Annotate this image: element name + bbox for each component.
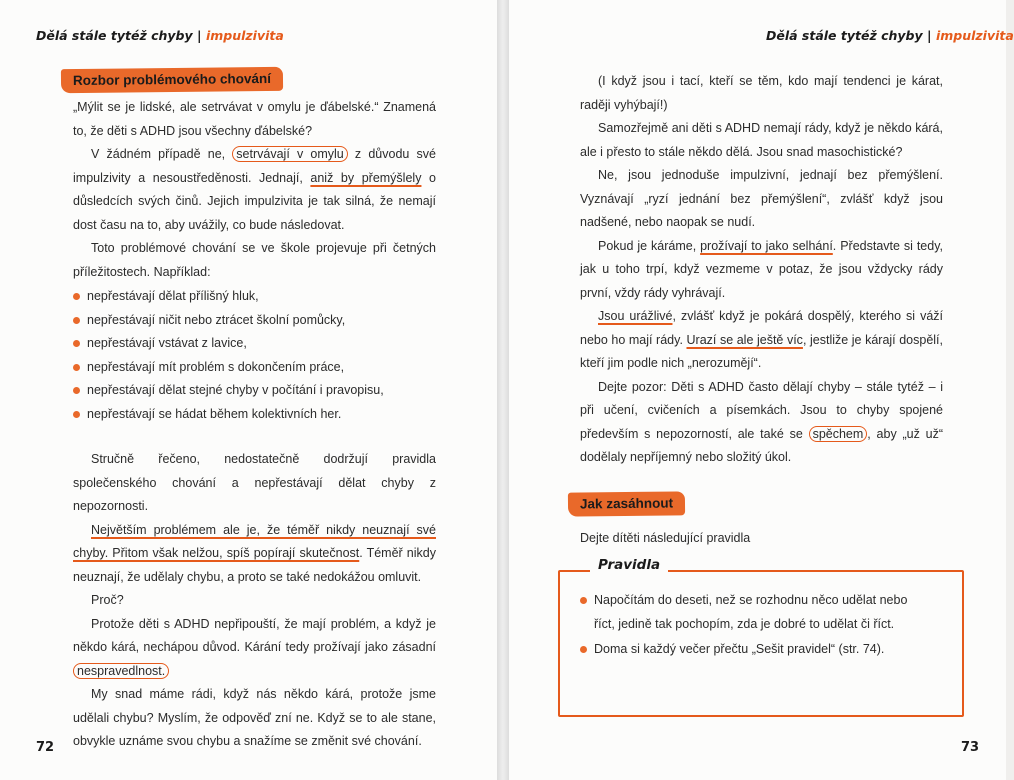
rules-intro: Dejte dítěti následující pravidla <box>580 531 751 545</box>
list-item <box>73 379 436 403</box>
bullet-icon <box>73 387 80 394</box>
bullet-icon <box>580 597 587 604</box>
left-bullet-list <box>73 285 436 426</box>
underlined-phrase: aniž by přemýšlely <box>310 170 422 185</box>
paragraph: V žádném případě ne, setrvávají v omylu z důvodu své impulzivity a nesoustředěnosti. Jednají, aniž by přemýšlely o důsledcích svých činů. Jejich impulzivita je tak silná, že nemají dost času na to, aby uvážily, co bude následovat. <box>73 147 436 232</box>
page-number-left: 72 <box>36 740 55 755</box>
bullet-icon <box>580 646 587 653</box>
header-title: Dělá stále tytéž chyby | <box>36 28 202 43</box>
page-number-right: 73 <box>961 740 980 755</box>
running-header-right <box>766 28 1014 43</box>
paragraph: Toto problémové chování se ve škole projevuje při četných příležitostech. Například: <box>73 241 436 279</box>
paragraph: Ne, jsou jednoduše impulzivní, jednají bez přemýšlení. Vyznávají „ryzí jednání bez přemýšlení“, zvlášť když jsou nadšené, nebo naopak se nudí. <box>580 168 943 229</box>
list-item-text: nepřestávají dělat stejné chyby v počítání i pravopisu, <box>87 383 384 397</box>
bullet-icon <box>73 411 80 418</box>
book-gutter <box>497 0 509 780</box>
list-item-text: nepřestávají dělat přílišný hluk, <box>87 289 259 303</box>
list-item-text: nepřestávají se hádat během kolektivních her. <box>87 406 342 421</box>
section-title: Jak zasáhnout <box>568 491 685 516</box>
list-item <box>73 403 436 427</box>
underlined-phrase: Urazí se ale ještě víc <box>686 332 803 347</box>
list-item <box>73 309 436 333</box>
running-header-left <box>36 28 284 43</box>
paragraph: Pokud je káráme, prožívají to jako selhání. Představte si tedy, jak u toho trpí, když vezmeme v potaz, že jsou vždycky rády první, vždy rády vyhrávají. <box>580 238 943 300</box>
section-heading-right <box>568 492 685 516</box>
paragraph: Protože děti s ADHD nepřipouští, že mají problém, a když je někdo kárá, nechápou důvod. Kárání tedy prožívají jako zásadní nespravedlnost. <box>73 616 436 678</box>
section-heading-left <box>61 68 283 92</box>
header-title: Dělá stále tytéž chyby | <box>766 28 932 43</box>
list-item-text: nepřestávají vstávat z lavice, <box>87 336 247 350</box>
rules-list <box>580 589 910 664</box>
paragraph: My snad máme rádi, když nás někdo kárá, protože jsme udělali chybu? Myslím, že odpověď zní ne. Když se to ale stane, obvykle uznáme svou chybu a snažíme se změnit své chování. <box>73 687 436 748</box>
section-title: Rozbor problémového chování <box>61 67 283 93</box>
list-item <box>73 285 436 309</box>
paragraph: (I když jsou i tací, kteří se těm, kdo mají tendenci je kárat, raději vyhýbají!) <box>580 74 943 112</box>
paragraph: Stručně řečeno, nedostatečně dodržují pravidla společenského chování a nepřestávají dělat chyby z nepozornosti. <box>73 452 436 513</box>
underlined-phrase: prožívají to jako selhání <box>700 238 833 253</box>
list-item-text: nepřestávají mít problém s dokončením práce, <box>87 359 345 374</box>
bullet-icon <box>73 317 80 324</box>
underlined-phrase: Největším problémem ale je, že téměř nikdy neuznají své chyby. Přitom však nelžou, spíš popírají skutečnost <box>73 522 436 560</box>
list-item-text: nepřestávají ničit nebo ztrácet školní pomůcky, <box>87 312 346 327</box>
paragraph: „Mýlit se je lidské, ale setrvávat v omylu je ďábelské.“ Znamená to, že děti s ADHD jsou všechny ďábelské? <box>73 100 436 138</box>
list-item <box>73 356 436 380</box>
list-item <box>73 332 436 356</box>
paragraph: Největším problémem ale je, že téměř nikdy neuznají své chyby. Přitom však nelžou, spíš popírají skutečnost. Téměř nikdy neuznají, že udělaly chybu, a proto se také nedokážou omluvit. <box>73 522 436 584</box>
paragraph: Dejte pozor: Děti s ADHD často dělají chyby – stále tytéž – i při učení, cvičeních a písemkách. Jsou to chyby spojené především s nepozorností, ale také se spěchem , aby „už už“ dodělaly nepříjemný nebo složitý úkol. <box>580 379 943 464</box>
paragraph: Jsou urážlivé, zvlášť když je pokárá dospělý, kterého si váží nebo ho mají rády. Urazí se ale ještě víc, jestliže je kárají dospělí, kteří jim podle nich „nerozumějí“. <box>580 309 943 370</box>
paragraph: Samozřejmě ani děti s ADHD nemají rády, když je někdo kárá, ale i přesto to stále někdo dělá. Jsou snad masochistické? <box>580 121 943 159</box>
right-body <box>580 70 943 470</box>
left-body-bottom <box>73 448 436 754</box>
list-item-text: Napočítám do deseti, než se rozhodnu něco udělat nebo říct, jedině tak pochopím, zda je dobré to udělat či říct. <box>594 593 908 631</box>
underlined-phrase: Jsou urážlivé <box>598 309 673 323</box>
list-item-text: Doma si každý večer přečtu „Sešit pravidel“ (str. 74). <box>594 642 885 656</box>
header-accent: impulzivita <box>205 28 284 43</box>
circled-phrase: spěchem <box>809 426 868 442</box>
header-accent: impulzivita <box>935 28 1014 43</box>
rule-item <box>580 589 910 636</box>
circled-phrase: nespravedlnost. <box>73 663 169 679</box>
bullet-icon <box>73 340 80 347</box>
circled-phrase: setrvávají v omylu <box>232 146 347 162</box>
rules-box-title: Pravidla <box>590 557 668 573</box>
bullet-icon <box>73 364 80 371</box>
bullet-icon <box>73 293 80 300</box>
rule-item <box>580 638 910 662</box>
paragraph: Proč? <box>91 593 124 607</box>
left-body-top <box>73 96 436 284</box>
